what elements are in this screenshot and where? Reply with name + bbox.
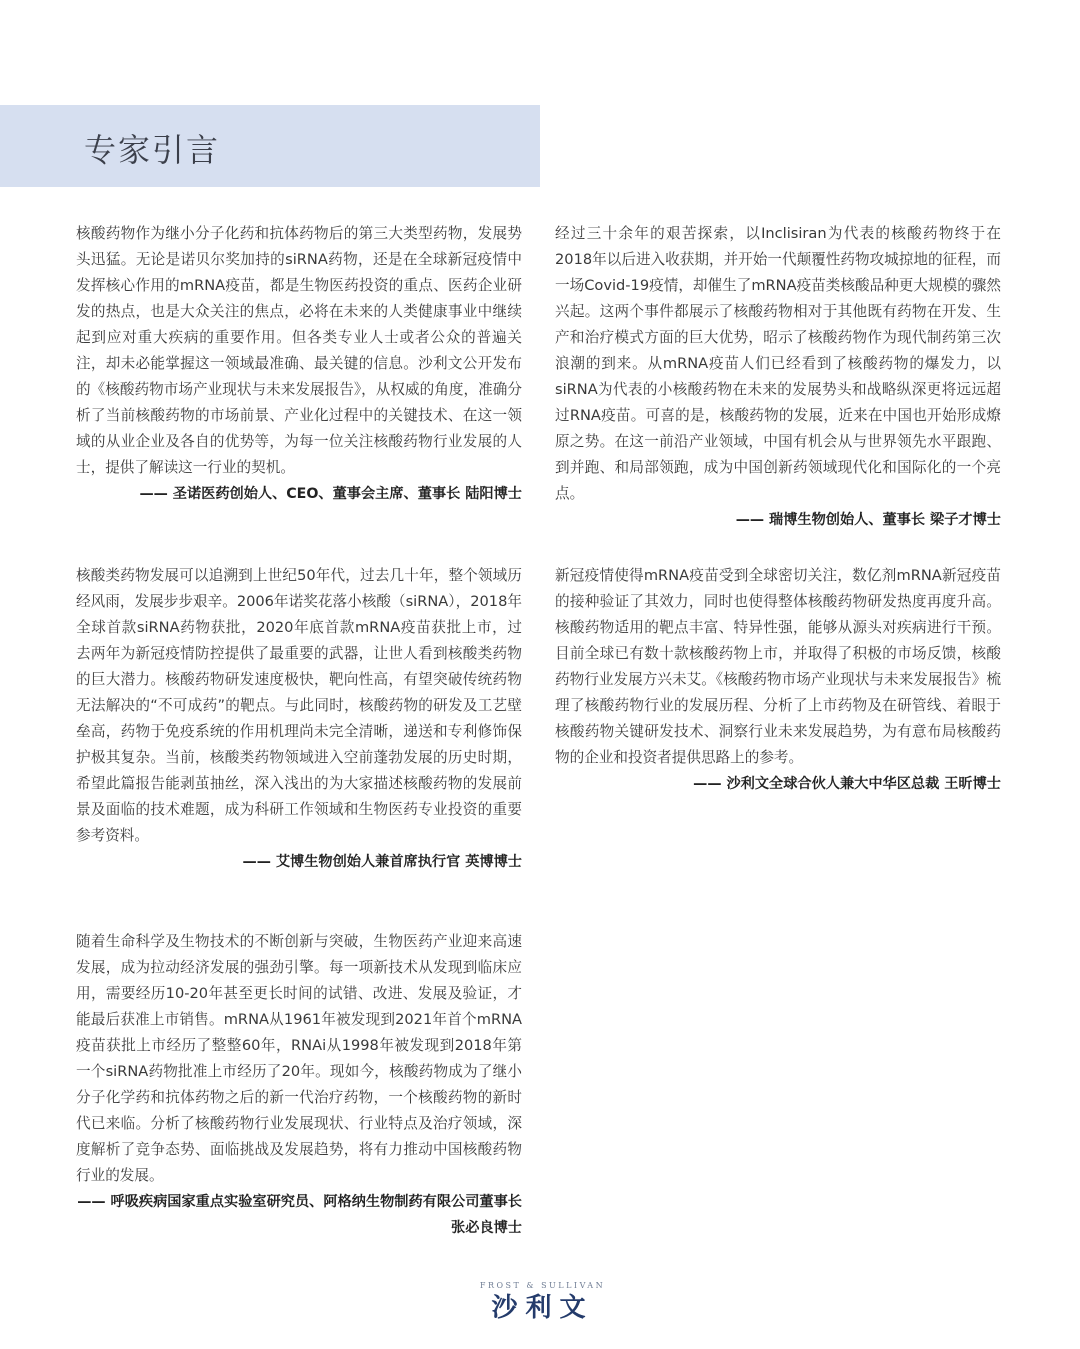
quote-text: 经过三十余年的艰苦探索，以Inclisiran为代表的核酸药物终于在2018年以后进入收获期，并开始一代颠覆性药物攻城掠地的征程，而一场Covid-19疫情，却催生了mRNA疫苗类核酸品种更大规模的骤然兴起。这两个事件都展示了核酸药物相对于其他既有药物在开发、生产和治疗模式方面的巨大优势，昭示了核酸药物作为现代制药第三次浪潮的到来。从mRNA疫苗人们已经看到了核酸药物的爆发力，以siRNA为代表的小核酸药物在未来的发展势头和战略纵深更将远远超过RNA疫苗。可喜的是，核酸药物的发展，近来在中国也开始形成燎原之势。在这一前沿产业领域，中国有机会从与世界领先水平跟跑、到并跑、和局部领跑，成为中国创新药领域现代化和国际化的一个亮点。 xyxy=(555,225,1001,502)
quote-text: 随着生命科学及生物技术的不断创新与突破，生物医药产业迎来高速发展，成为拉动经济发展的强劲引擎。每一项新技术从发现到临床应用，需要经历10-20年甚至更长时间的试错、改进、发展及验证，才能最后获准上市销售。mRNA从1961年被发现到2021年首个mRNA疫苗获批上市经历了整整60年，RNAi从1998年被发现到2018年第一个siRNA药物批准上市经历了20年。现如今，核酸药物成为了继小分子化学药和抗体药物之后的新一代治疗药物，一个核酸药物的新时代已来临。分析了核酸药物行业发展现状、行业特点及治疗领域，深度解析了竞争态势、面临挑战及发展趋势，将有力推动中国核酸药物行业的发展。 xyxy=(76,933,522,1184)
quote-attribution: —— 沙利文全球合伙人兼大中华区总裁 王昕博士 xyxy=(693,776,1001,792)
logo-chinese-text: 沙利文 xyxy=(491,1293,594,1323)
quote-text: 新冠疫情使得mRNA疫苗受到全球密切关注，数亿剂mRNA新冠疫苗的接种验证了其效力，同时也使得整体核酸药物研发热度再度升高。核酸药物适用的靶点丰富、特异性强，能够从源头对疾病进行干预。目前全球已有数十款核酸药物上市，并取得了积极的市场反馈，核酸药物行业发展方兴未艾。《核酸药物市场产业现状与未来发展报告》梳理了核酸药物行业的发展历程、分析了上市药物及在研管线、着眼于核酸药物关键研发技术、洞察行业未来发展趋势，为有意布局核酸药物的企业和投资者提供思路上的参考。 xyxy=(555,567,1001,766)
section-title: 专家引言 xyxy=(84,131,221,169)
quote-attribution: —— 瑞博生物创始人、董事长 梁子才博士 xyxy=(735,512,1001,528)
expert-quote xyxy=(76,563,522,875)
frost-sullivan-logo xyxy=(470,1280,615,1330)
section-banner xyxy=(0,105,540,187)
expert-quote xyxy=(76,929,522,1241)
quote-attribution: —— 呼吸疾病国家重点实验室研究员、阿格纳生物制药有限公司董事长 张必良博士 xyxy=(77,1194,522,1236)
expert-quote xyxy=(555,221,1001,533)
quote-text: 核酸类药物发展可以追溯到上世纪50年代，过去几十年，整个领域历经风雨，发展步步艰辛。2006年诺奖花落小核酸（siRNA），2018年全球首款siRNA药物获批，2020年底首款mRNA疫苗获批上市，过去两年为新冠疫情防控提供了最重要的武器，让世人看到核酸类药物的巨大潜力。核酸药物研发速度极快，靶向性高，有望突破传统药物无法解决的“不可成药”的靶点。与此同时，核酸药物的研发及工艺壁垒高，药物于免疫系统的作用机理尚未完全清晰，递送和专利修饰保护极其复杂。当前，核酸类药物领域进入空前蓬勃发展的历史时期，希望此篇报告能剥茧抽丝，深入浅出的为大家描述核酸药物的发展前景及面临的技术难题，成为科研工作领域和生物医药专业投资的重要参考资料。 xyxy=(76,567,522,844)
quote-text: 核酸药物作为继小分子化药和抗体药物后的第三大类型药物，发展势头迅猛。无论是诺贝尔奖加持的siRNA药物，还是在全球新冠疫情中发挥核心作用的mRNA疫苗，都是生物医药投资的重点、医药企业研发的热点，也是大众关注的焦点，必将在未来的人类健康事业中继续起到应对重大疾病的重要作用。但各类专业人士或者公众的普遍关注，却未必能掌握这一领域最准确、最关键的信息。沙利文公开发布的《核酸药物市场产业现状与未来发展报告》，从权威的角度，准确分析了当前核酸药物的市场前景、产业化过程中的关键技术、在这一领域的从业企业及各自的优势等，为每一位关注核酸药物行业发展的人士，提供了解读这一行业的契机。 xyxy=(76,225,522,476)
quote-attribution: —— 圣诺医药创始人、CEO、董事会主席、董事长 陆阳博士 xyxy=(139,486,522,502)
logo-english-text: FROST & SULLIVAN xyxy=(479,1281,606,1290)
expert-quote xyxy=(76,221,522,507)
expert-quote xyxy=(555,563,1001,797)
quote-attribution: —— 艾博生物创始人兼首席执行官 英博博士 xyxy=(242,854,522,870)
